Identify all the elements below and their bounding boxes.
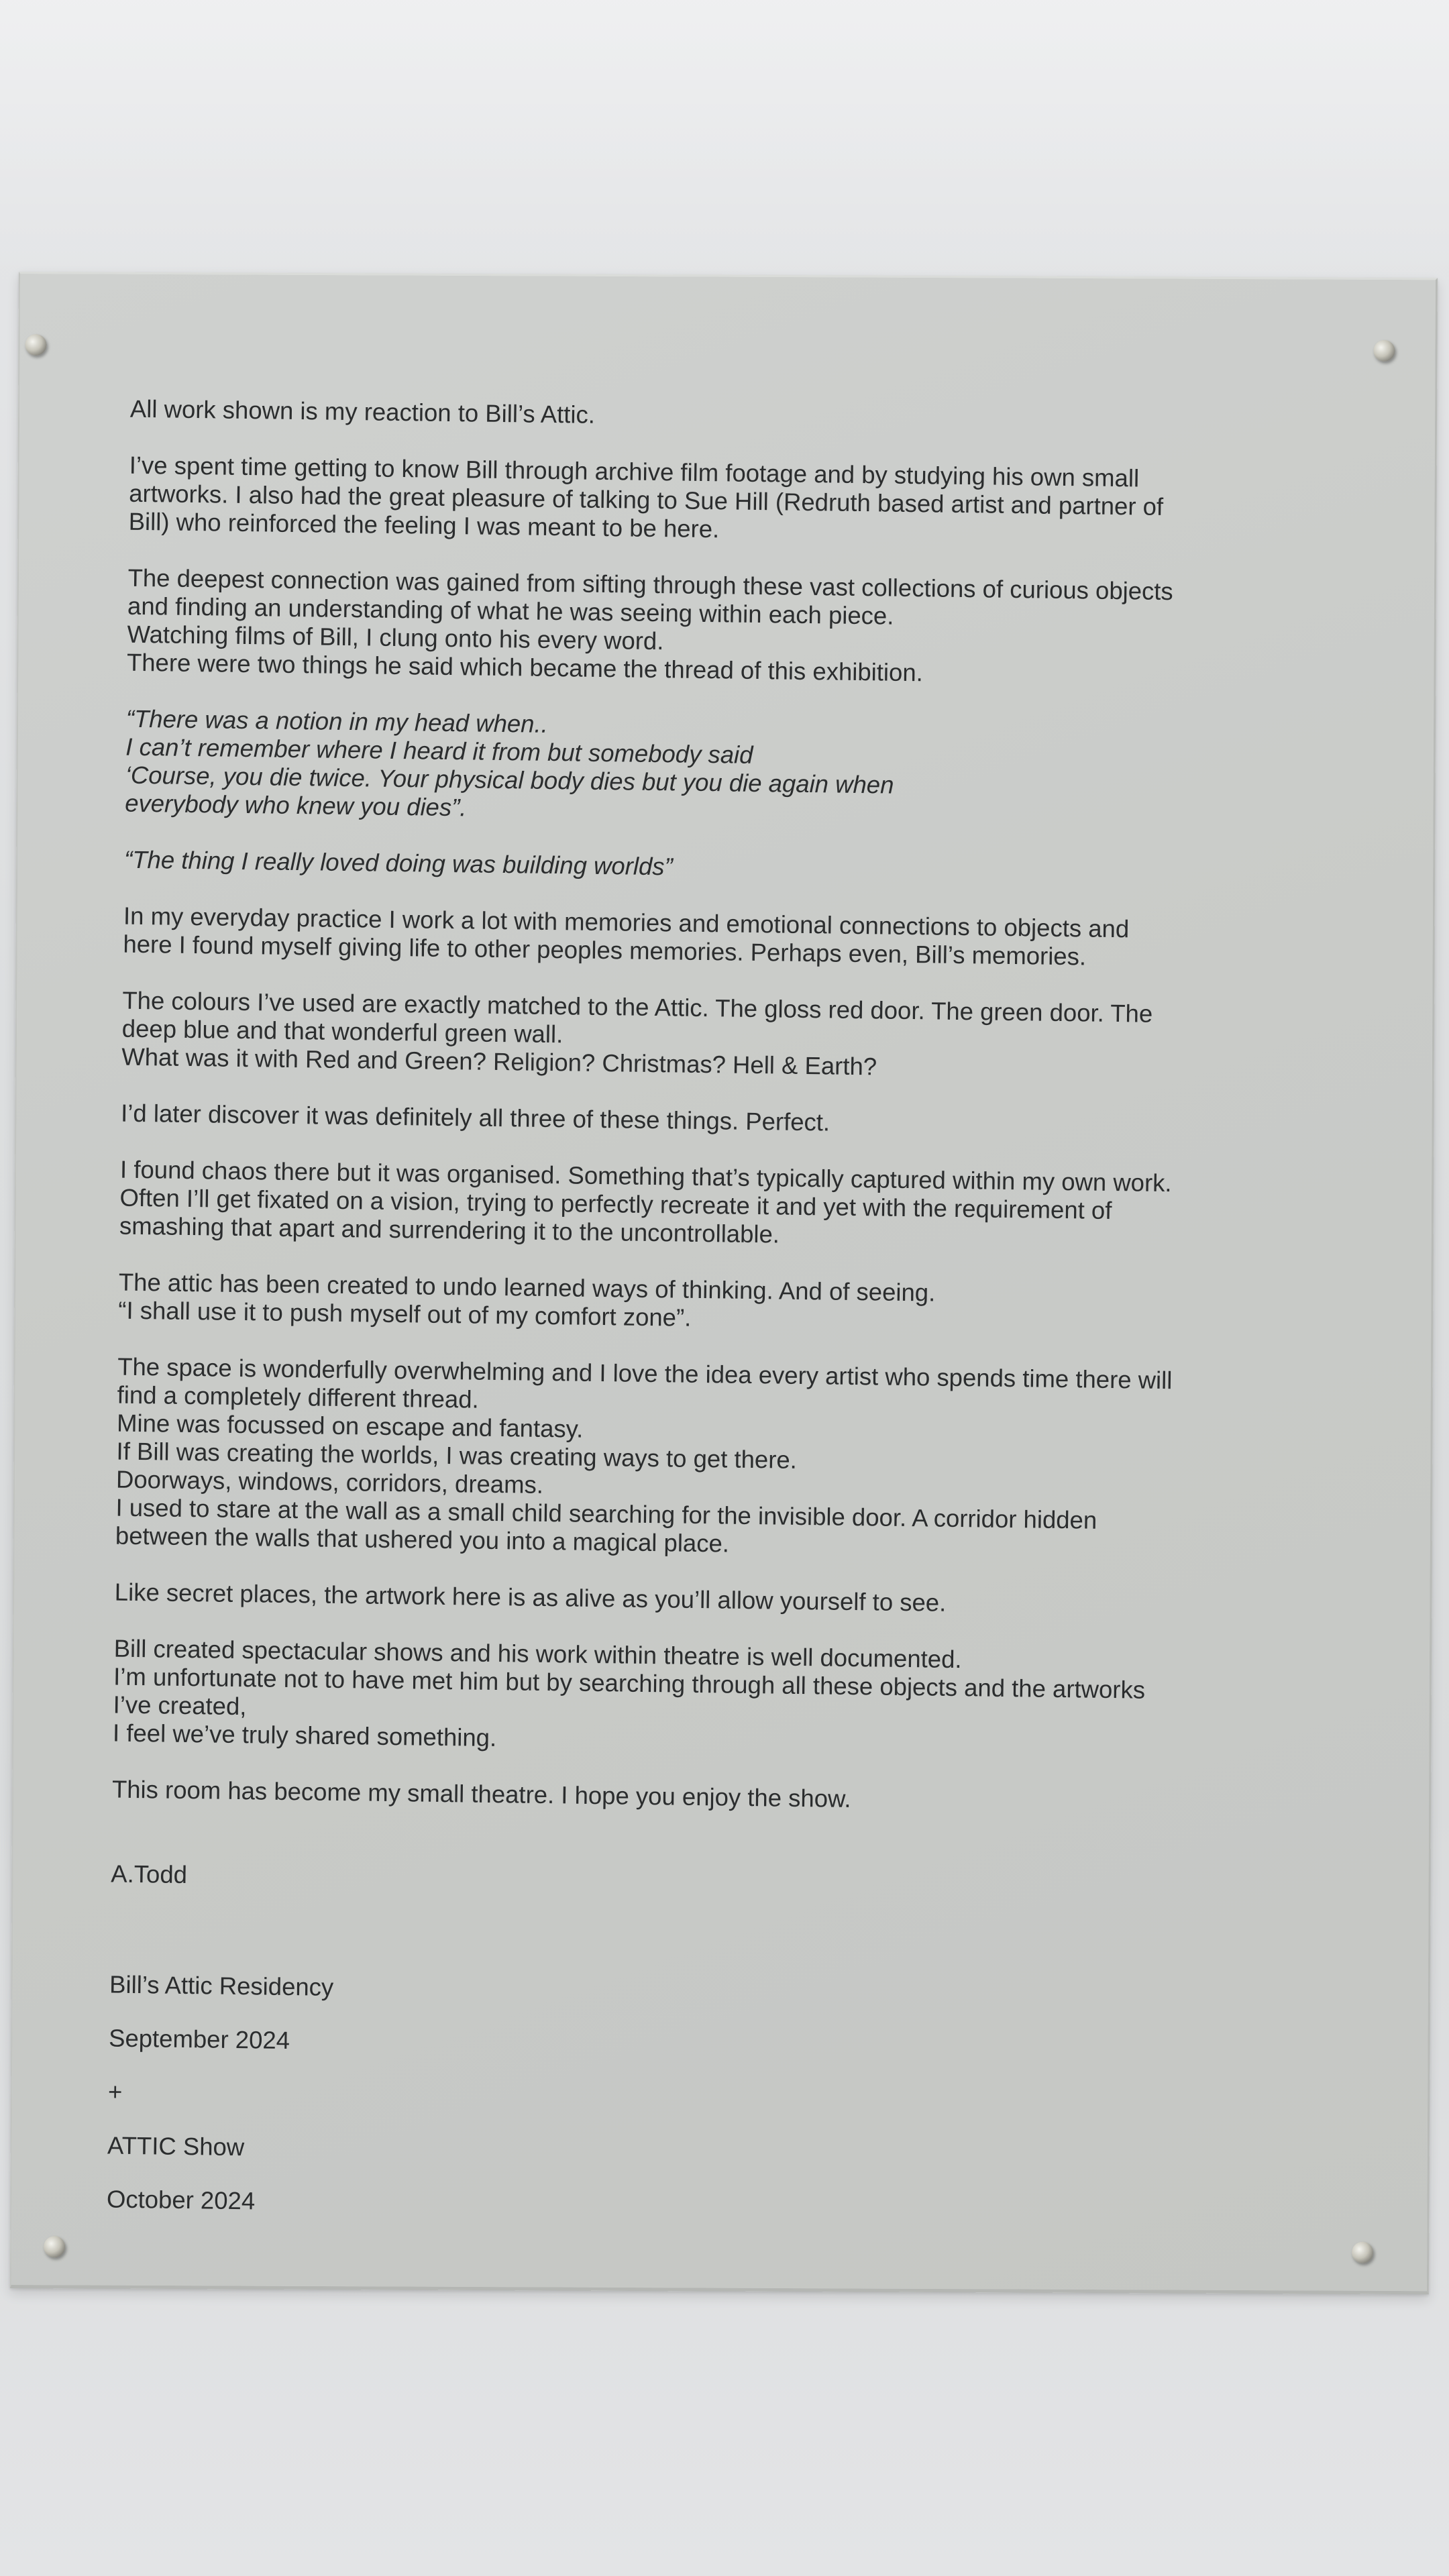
paragraph-secret-places: Like secret places, the artwork here is as alive as you’ll allow yourself to see. bbox=[114, 1578, 947, 1617]
paragraph-intro: All work shown is my reaction to Bill’s Attic. bbox=[129, 394, 596, 429]
wall-background bbox=[0, 0, 1449, 282]
paragraph-everyday-practice: In my everyday practice I work a lot with memories and emotional connections to objects and here I found myself giving life to other peoples memories. Perhaps even, Bill’s memories. bbox=[123, 902, 1130, 971]
show-name: ATTIC Show bbox=[107, 2131, 245, 2161]
quote-building-worlds: “The thing I really loved doing was building worlds” bbox=[123, 845, 673, 881]
paragraph-getting-to-know-bill: I’ve spent time getting to know Bill through archive film footage and by studying his own small artworks. I also had the great pleasure of talking to Sue Hill (Redruth based artist and partner of Bill) who reinforced the feeling I was meant to be here. bbox=[128, 451, 1164, 543]
paragraph-colours: The colours I’ve used are exactly matched to the Attic. The gloss red door. The green door. The deep blue and that wonderful green wall. What was it with Red and Green? Religion? Christmas? Hell & Earth? bbox=[121, 986, 1153, 1081]
quote-die-twice: “There was a notion in my head when.. I can’t remember where I heard it from but somebody said ‘Course, you die twice. Your physical body dies but you die again when everybody who knew you dies”. bbox=[124, 704, 894, 822]
artist-signature: A.Todd bbox=[111, 1860, 188, 1889]
plaque-text bbox=[106, 395, 1324, 2255]
paragraph-undo-thinking: The attic has been created to undo learned ways of thinking. And of seeing. “I shall use it to push myself out of my comfort zone”. bbox=[118, 1268, 936, 1332]
residency-name: Bill’s Attic Residency bbox=[109, 1970, 334, 2001]
paragraph-deepest-connection: The deepest connection was gained from sifting through these vast collections of curious objects and finding an understanding of what he was seeing within each piece. Watching films of Bill, I clung onto his every word. There were two things he said which became the thread of this exhibition. bbox=[126, 564, 1173, 687]
screw-top-right-icon bbox=[1373, 340, 1395, 362]
wall-plaque bbox=[10, 272, 1438, 2294]
paragraph-overwhelming-space: The space is wonderfully overwhelming and I love the idea every artist who spends time there will find a completely different thread. Mine was focussed on escape and fantasy. If Bill was creating the worlds, I was creating ways to get there. Doorways, windows, corridors, dreams. I used to stare at the wall as a small child searching for the invisible door. A corridor hidden between the walls that ushered you into a magical place. bbox=[115, 1352, 1173, 1558]
paragraph-spectacular-shows: Bill created spectacular shows and his work within theatre is well documented. I’m unfortunate not to have met him but by searching through all these objects and the artworks I’ve created, I feel we’ve truly shared something. bbox=[112, 1634, 1146, 1752]
paragraph-chaos: I found chaos there but it was organised. Something that’s typically captured within my own work. Often I’ll get fixated on a vision, trying to perfectly recreate it and yet with the requirement of smashing that apart and surrendering it to the uncontrollable. bbox=[119, 1155, 1172, 1248]
paragraph-later-discover: I’d later discover it was definitely all three of these things. Perfect. bbox=[120, 1099, 830, 1136]
plus-separator: + bbox=[107, 2078, 123, 2106]
exhibition-details bbox=[106, 1945, 1304, 2255]
residency-date: September 2024 bbox=[108, 2024, 290, 2055]
screw-top-left-icon bbox=[25, 334, 46, 356]
screw-bottom-right-icon bbox=[1352, 2242, 1373, 2263]
screw-bottom-left-icon bbox=[44, 2236, 65, 2257]
paragraph-small-theatre: This room has become my small theatre. I hope you enjoy the show. bbox=[111, 1775, 851, 1813]
show-date: October 2024 bbox=[106, 2185, 256, 2215]
